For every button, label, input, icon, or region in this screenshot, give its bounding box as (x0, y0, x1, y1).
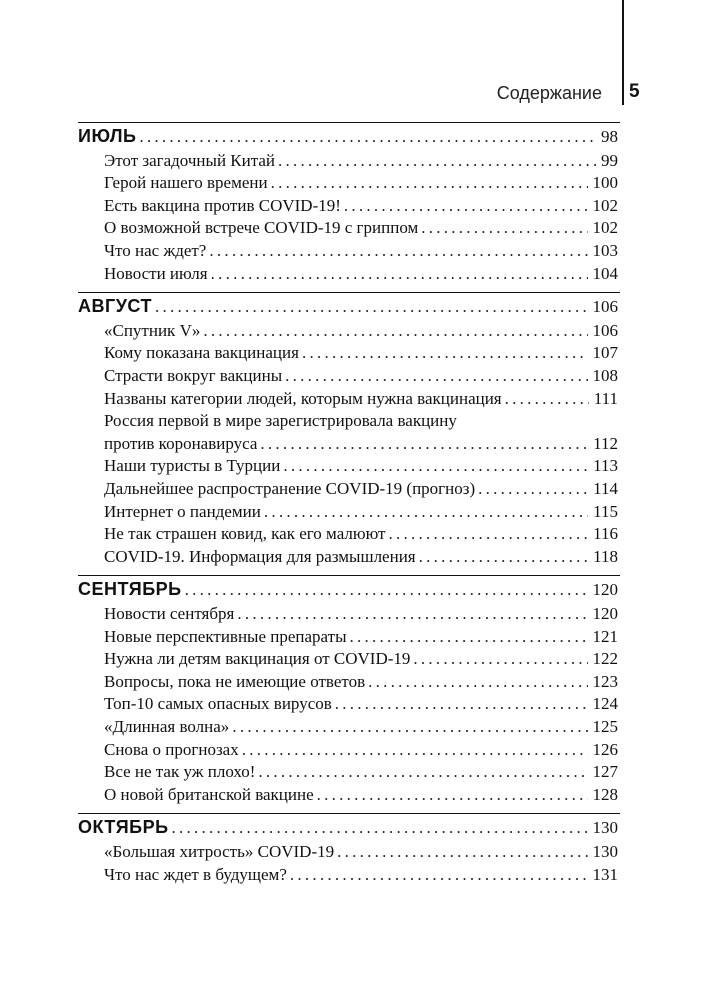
toc-entry (104, 218, 618, 238)
entry-title: Топ-10 самых опасных вирусов (104, 694, 332, 714)
entry-title: Герой нашего времени (104, 173, 268, 193)
dot-leader (368, 672, 587, 692)
entry-title: Есть вакцина против COVID-19! (104, 195, 341, 215)
section-rule (78, 813, 620, 814)
dot-leader (260, 434, 588, 454)
toc-entry (104, 524, 618, 544)
section-rule (78, 292, 620, 293)
entry-page-number: 99 (601, 150, 618, 170)
entry-page-number: 127 (592, 762, 618, 782)
entry-title: Новости сентября (104, 604, 235, 623)
toc-entry (104, 842, 618, 862)
entry-title: COVID-19. Информация для размышления (104, 546, 416, 566)
entry-page-number: 120 (592, 604, 618, 623)
dot-leader (337, 842, 587, 862)
entry-title: Новости июля (104, 263, 208, 283)
entry-page-number: 102 (592, 195, 618, 215)
toc-entry (104, 785, 618, 805)
toc-entry (104, 479, 618, 499)
entry-title: Дальнейшее распространение COVID-19 (прогноз) (104, 479, 476, 498)
entry-page-number: 113 (593, 456, 618, 476)
entry-page-number: 130 (592, 818, 618, 838)
dot-leader (258, 762, 587, 782)
dot-leader (290, 865, 588, 885)
entry-title: Вопросы, пока не имеющие ответов (104, 671, 366, 691)
toc-entry (104, 649, 618, 669)
entry-title: Кому показана вакцинация (104, 343, 299, 363)
toc-entry (104, 264, 618, 284)
dot-leader (413, 649, 587, 669)
dot-leader (350, 627, 588, 647)
entry-page-number: 100 (592, 173, 618, 193)
dot-leader (285, 366, 587, 386)
toc-entry (104, 321, 618, 341)
entry-page-number: 115 (593, 501, 618, 521)
entry-title: Страсти вокруг вакцины (104, 366, 283, 385)
entry-title: О возможной встрече COVID-19 с гриппом (104, 218, 419, 238)
entry-page-number: 102 (592, 218, 618, 238)
dot-leader (185, 580, 588, 600)
toc-entry (104, 672, 618, 692)
dot-leader (203, 321, 587, 341)
toc-entry (104, 694, 618, 714)
entry-page-number: 108 (592, 366, 618, 385)
section-rule (78, 122, 620, 123)
dot-leader (271, 173, 588, 193)
dot-leader (232, 717, 587, 737)
entry-title: Все не так уж плохо! (104, 762, 256, 782)
entry-page-number: 125 (592, 717, 618, 736)
entry-title: «Большая хитрость» COVID-19 (104, 842, 335, 861)
entry-page-number: 103 (592, 241, 618, 260)
entry-page-number: 106 (592, 320, 618, 340)
entry-page-number: 116 (593, 524, 618, 544)
entry-title: Названы категории людей, которым нужна вакцинация (104, 388, 502, 408)
dot-leader (139, 127, 596, 147)
entry-page-number: 126 (592, 739, 618, 759)
section-title: ИЮЛЬ (78, 126, 137, 146)
dot-leader (237, 604, 587, 624)
entry-page-number: 130 (592, 842, 618, 861)
toc-entry (104, 389, 618, 409)
toc-section (78, 126, 618, 147)
running-header (440, 80, 640, 106)
entry-title: Интернет о пандемии (104, 501, 261, 521)
entry-page-number: 111 (593, 388, 618, 408)
entry-title: О новой британской вакцине (104, 784, 314, 804)
dot-leader (264, 502, 588, 522)
dot-leader (478, 479, 588, 499)
toc-entry (104, 547, 618, 567)
dot-leader (283, 456, 588, 476)
dot-leader (302, 343, 588, 363)
dot-leader (419, 547, 589, 567)
entry-title: Этот загадочный Китай (104, 150, 276, 170)
entry-page-number: 131 (592, 864, 618, 884)
entry-page-number: 120 (592, 580, 618, 600)
entry-page-number: 124 (592, 694, 618, 714)
toc-section (78, 579, 618, 600)
dot-leader (335, 694, 588, 714)
entry-page-number: 106 (592, 297, 618, 317)
toc-entry-title-line1: Россия первой в мире зарегистрировала вакцину (104, 411, 457, 431)
dot-leader (155, 297, 588, 317)
toc-entry (104, 434, 618, 454)
dot-leader (242, 740, 588, 760)
toc-entry (104, 502, 618, 522)
dot-leader (317, 785, 588, 805)
entry-page-number: 118 (593, 546, 618, 566)
dot-leader (421, 218, 587, 238)
toc-entry (104, 151, 618, 171)
section-title: СЕНТЯБРЬ (78, 579, 182, 600)
toc-section (78, 296, 618, 317)
entry-title: «Длинная волна» (104, 717, 230, 736)
entry-page-number: 128 (592, 784, 618, 804)
dot-leader (278, 151, 596, 171)
toc-entry (104, 740, 618, 760)
toc-entry (104, 456, 618, 476)
entry-page-number: 114 (593, 479, 618, 498)
toc-entry (104, 196, 618, 216)
entry-title: Не так страшен ковид, как его малюют (104, 524, 386, 544)
toc-entry (104, 865, 618, 885)
toc-entry (104, 173, 618, 193)
dot-leader (505, 389, 589, 409)
section-title: АВГУСТ (78, 296, 152, 317)
header-title: Содержание (496, 83, 602, 103)
toc-entry (104, 343, 618, 363)
dot-leader (209, 241, 587, 261)
page-number: 5 (629, 81, 640, 102)
entry-page-number: 122 (592, 649, 618, 669)
toc-entry (104, 604, 618, 624)
dot-leader (211, 264, 588, 284)
entry-page-number: 121 (592, 626, 618, 646)
entry-title: Нужна ли детям вакцинация от COVID-19 (104, 649, 411, 669)
dot-leader (172, 818, 588, 838)
toc-entry (104, 627, 618, 647)
entry-page-number: 98 (601, 127, 618, 146)
section-title: ОКТЯБРЬ (78, 817, 169, 838)
entry-title: «Спутник V» (104, 320, 201, 340)
entry-page-number: 123 (592, 671, 618, 691)
entry-page-number: 112 (593, 433, 618, 453)
toc-entry (104, 366, 618, 386)
entry-title: против коронавируса (104, 433, 258, 453)
entry-title: Наши туристы в Турции (104, 456, 281, 476)
entry-title: Снова о прогнозах (104, 739, 239, 759)
toc-entry (104, 762, 618, 782)
toc-section (78, 817, 618, 838)
toc-entry (104, 717, 618, 737)
dot-leader (344, 196, 588, 216)
entry-title: Что нас ждет? (104, 241, 207, 260)
entry-page-number: 104 (592, 263, 618, 283)
entry-title: Что нас ждет в будущем? (104, 864, 287, 884)
entry-page-number: 107 (592, 343, 618, 363)
dot-leader (388, 524, 588, 544)
entry-title: Новые перспективные препараты (104, 626, 347, 646)
section-rule (78, 575, 620, 576)
toc-entry (104, 241, 618, 261)
